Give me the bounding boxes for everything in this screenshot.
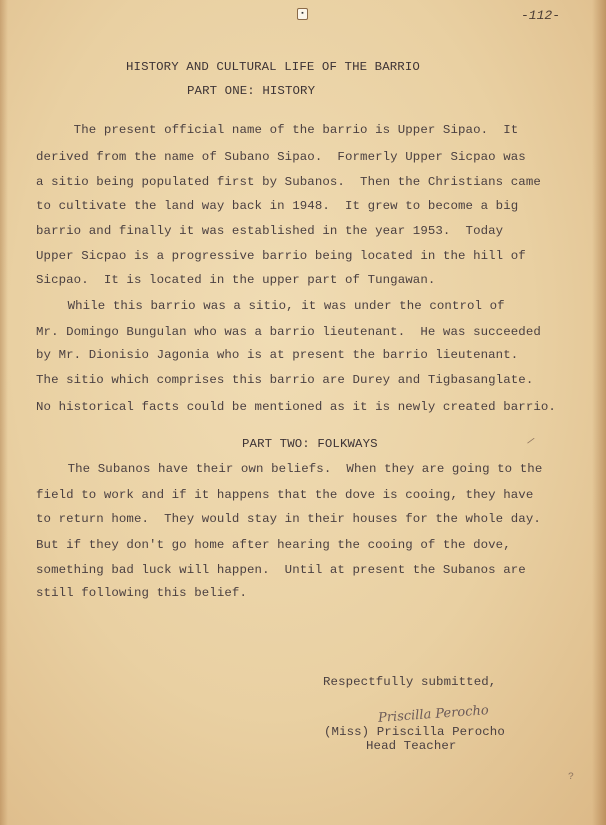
signer-name: (Miss) Priscilla Perocho [324, 725, 505, 739]
history-line: Mr. Domingo Bungulan who was a barrio lieutenant. He was succeeded [36, 325, 541, 339]
history-line: While this barrio was a sitio, it was under the control of [45, 299, 505, 313]
closing-line: Respectfully submitted, [323, 675, 497, 689]
history-line: barrio and finally it was established in the year 1953. Today [36, 224, 504, 238]
handwritten-signature: Priscilla Perocho [377, 703, 490, 726]
page-edge-right [592, 0, 606, 825]
history-line: Sicpao. It is located in the upper part of Tungawan. [36, 273, 436, 287]
history-line: a sitio being populated first by Subanos. Then the Christians came [36, 175, 541, 189]
history-line: derived from the name of Subano Sipao. Formerly Upper Sicpao was [36, 150, 526, 164]
folkways-line: But if they don't go home after hearing the cooing of the dove, [36, 538, 511, 552]
document-title: HISTORY AND CULTURAL LIFE OF THE BARRIO [126, 60, 420, 74]
folkways-line: still following this belief. [36, 586, 247, 600]
history-line: by Mr. Dionisio Jagonia who is at present the barrio lieutenant. [36, 348, 519, 362]
folkways-line: The Subanos have their own beliefs. When they are going to the [45, 462, 543, 476]
part-two-heading: PART TWO: FOLKWAYS [242, 437, 378, 451]
part-one-heading: PART ONE: HISTORY [187, 84, 316, 98]
folkways-line: to return home. They would stay in their houses for the whole day. [36, 512, 541, 526]
page-number: -112- [521, 8, 561, 23]
history-line: No historical facts could be mentioned as it is newly created barrio. [36, 400, 556, 414]
history-line: Upper Sicpao is a progressive barrio being located in the hill of [36, 249, 526, 263]
folkways-line: field to work and if it happens that the dove is cooing, they have [36, 488, 534, 502]
signer-title: Head Teacher [366, 739, 457, 753]
folkways-line: something bad luck will happen. Until at present the Subanos are [36, 563, 526, 577]
page-edge-left [0, 0, 8, 825]
pencil-mark-icon: / [524, 436, 536, 449]
punch-hole-icon: ▪ [297, 8, 308, 20]
pencil-mark-icon: ? [568, 772, 575, 783]
history-line: The sitio which comprises this barrio are Durey and Tigbasanglate. [36, 373, 534, 387]
history-line: The present official name of the barrio is Upper Sipao. It [36, 123, 519, 137]
history-line: to cultivate the land way back in 1948. It grew to become a big [36, 199, 519, 213]
